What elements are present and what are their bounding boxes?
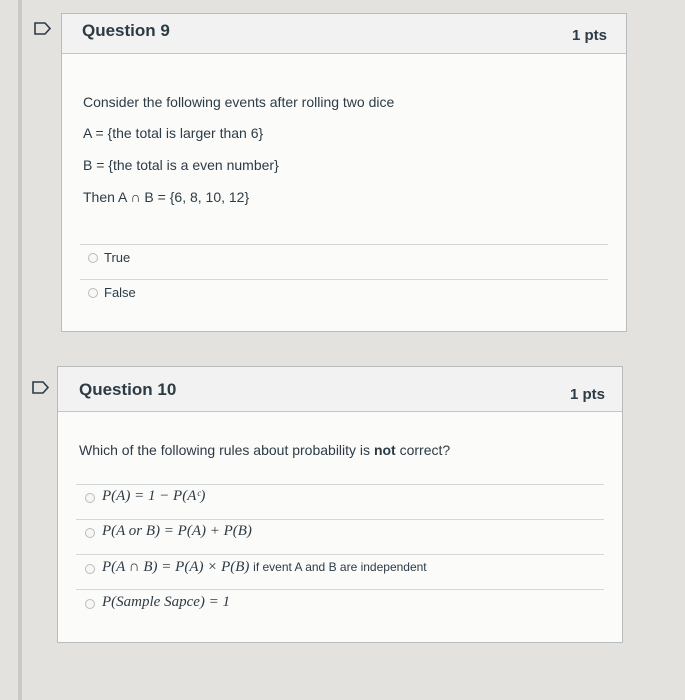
flag-question-icon[interactable] [34,22,52,35]
flag-question-icon[interactable] [32,381,50,394]
answer-divider [76,589,604,590]
answer-divider [76,554,604,555]
question-text-line: B = {the total is a even number} [83,157,279,173]
question-9-header [62,14,626,54]
answer-formula: P(A ∩ B) = P(A) × P(B) [102,559,250,575]
answer-radio-false[interactable] [88,288,98,298]
prompt-text: correct? [395,442,451,458]
answer-divider [80,279,608,280]
answer-note: if event A and B are independent [253,560,427,574]
answer-label: True [104,250,131,265]
question-title: Question 10 [79,380,177,399]
answer-radio-3[interactable] [85,564,95,574]
question-points: 1 pts [569,386,605,403]
answer-label [102,559,427,576]
answer-radio-2[interactable] [85,528,95,538]
answer-divider [76,484,604,485]
question-10-card [57,366,623,643]
answer-radio-4[interactable] [85,599,95,609]
page-edge [18,0,22,700]
question-9-card [61,13,627,332]
answer-divider [80,244,608,245]
question-text-line: Consider the following events after rolling two dice [83,94,395,110]
question-title: Question 9 [82,21,170,40]
answer-label: P(A) = 1 − P(Aᶜ) [102,488,206,504]
question-text-line: Then A ∩ B = {6, 8, 10, 12} [83,189,250,205]
prompt-emphasis: not [373,442,396,458]
answer-divider [76,519,604,520]
prompt-text: Which of the following rules about probability is [79,442,374,458]
answer-label: P(Sample Sapce) = 1 [102,594,230,610]
question-text-line: A = {the total is larger than 6} [83,125,264,141]
question-points: 1 pts [571,27,607,44]
answer-label: P(A or B) = P(A) + P(B) [102,523,252,539]
answer-radio-1[interactable] [85,493,95,503]
answer-label: False [104,285,136,300]
question-prompt [79,442,450,458]
answer-radio-true[interactable] [88,253,98,263]
question-10-header [58,367,622,412]
